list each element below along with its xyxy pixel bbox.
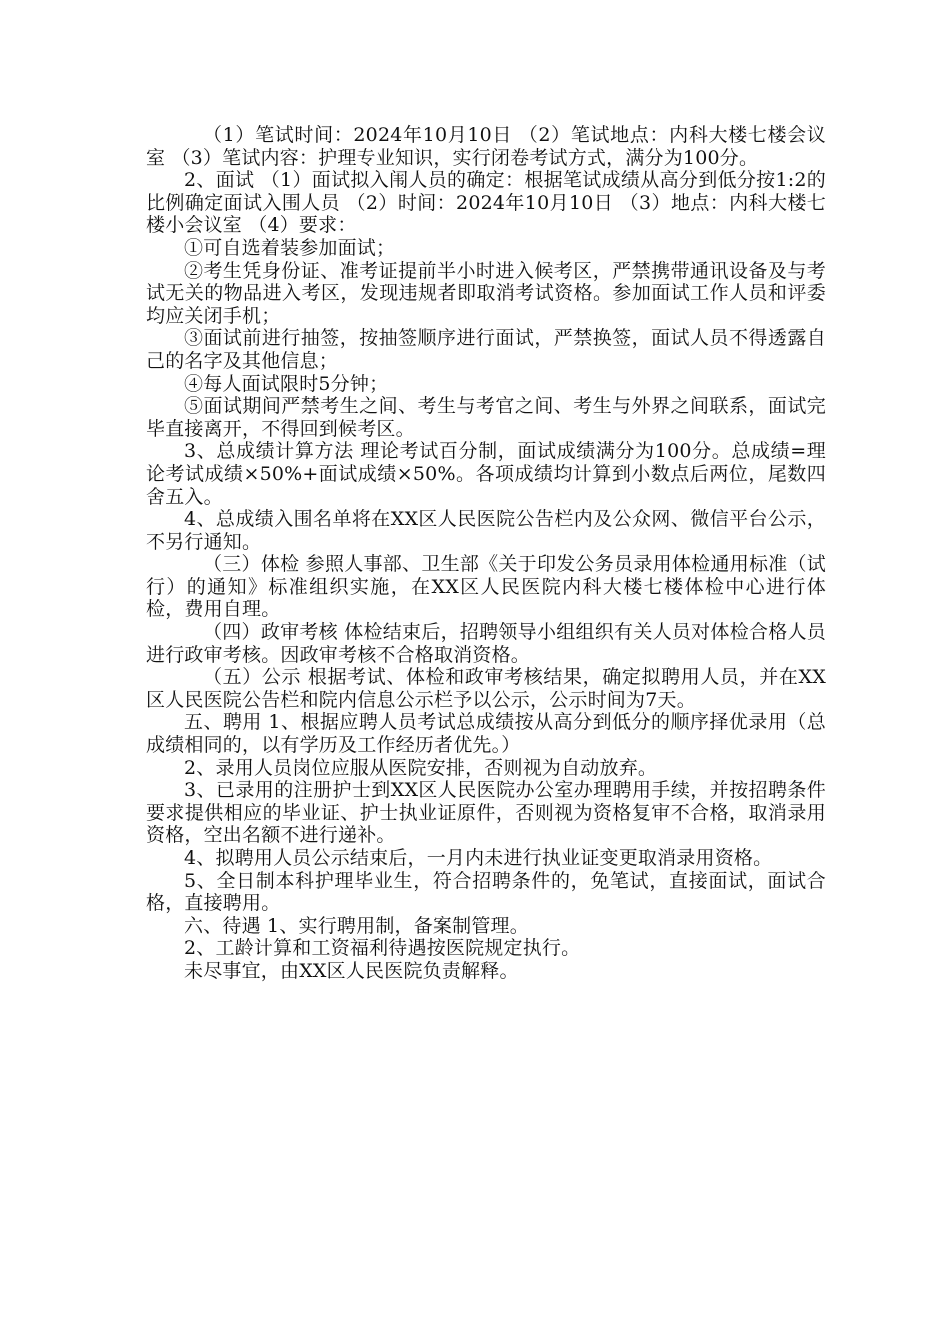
paragraph-closing: 未尽事宜，由XX区人民医院负责解释。	[184, 959, 519, 982]
paragraph-benefits-2: 2、工龄计算和工资福利待遇按医院规定执行。	[184, 937, 581, 960]
paragraph-interview-req-4: ④每人面试限时5分钟；	[184, 372, 389, 395]
paragraph-interview: 2、面试 （1）面试拟入闱人员的确定：根据笔试成绩从高分到低分按1:2的比例确定面试入围人员 （2）时间：2024年10月10日 （3）地点：内科大楼七楼小会议室 （4）要求：	[146, 169, 826, 237]
paragraph-score-list: 4、总成绩入围名单将在XX区人民医院公告栏内及公众网、微信平台公示，不另行通知。	[146, 508, 826, 553]
paragraph-written-exam: （1）笔试时间：2024年10月10日 （2）笔试地点：内科大楼七楼会议室 （3）笔试内容：护理专业知识，实行闭卷考试方式，满分为100分。	[146, 124, 826, 169]
paragraph-hiring-3: 3、已录用的注册护士到XX区人民医院办公室办理聘用手续，并按招聘条件要求提供相应的毕业证、护士执业证原件，否则视为资格复审不合格，取消录用资格，空出名额不进行递补。	[146, 779, 826, 847]
paragraph-interview-req-1: ①可自选着装参加面试；	[184, 236, 396, 259]
document-body	[146, 124, 826, 983]
paragraph-hiring-1: 五、聘用 1、根据应聘人员考试总成绩按从高分到低分的顺序择优录用（总成绩相同的，以有学历及工作经历者优先。）	[146, 711, 826, 757]
paragraph-hiring-2: 2、录用人员岗位应服从医院安排，否则视为自动放弃。	[184, 756, 658, 779]
paragraph-hiring-5: 5、全日制本科护理毕业生，符合招聘条件的，免笔试，直接面试，面试合格，直接聘用。	[146, 869, 826, 915]
paragraph-medical-exam: （三）体检 参照人事部、卫生部《关于印发公务员录用体检通用标准（试行）的通知》标准组织实施，在XX区人民医院内科大楼七楼体检中心进行体检，费用自理。	[146, 553, 826, 621]
paragraph-interview-req-2: ②考生凭身份证、准考证提前半小时进入候考区，严禁携带通讯设备及与考试无关的物品进入考区，发现违规者即取消考试资格。参加面试工作人员和评委均应关闭手机；	[146, 259, 826, 327]
paragraph-interview-req-3: ③面试前进行抽签，按抽签顺序进行面试，严禁换签，面试人员不得透露自己的名字及其他信息；	[146, 327, 826, 372]
paragraph-benefits-1: 六、待遇 1、实行聘用制，备案制管理。	[184, 914, 529, 937]
paragraph-publicity: （五）公示 根据考试、体检和政审考核结果，确定拟聘用人员，并在XX区人民医院公告栏和院内信息公示栏予以公示，公示时间为7天。	[146, 666, 826, 711]
paragraph-hiring-4: 4、拟聘用人员公示结束后，一月内未进行执业证变更取消录用资格。	[184, 847, 773, 869]
paragraph-score-calculation: 3、总成绩计算方法 理论考试百分制，面试成绩满分为100分。总成绩=理论考试成绩×50%+面试成绩×50%。各项成绩均计算到小数点后两位，尾数四舍五入。	[146, 440, 826, 508]
paragraph-political-review: （四）政审考核 体检结束后，招聘领导小组组织有关人员对体检合格人员进行政审考核。因政审考核不合格取消资格。	[146, 621, 826, 666]
paragraph-interview-req-5: ⑤面试期间严禁考生之间、考生与考官之间、考生与外界之间联系，面试完毕直接离开，不得回到候考区。	[146, 395, 826, 440]
